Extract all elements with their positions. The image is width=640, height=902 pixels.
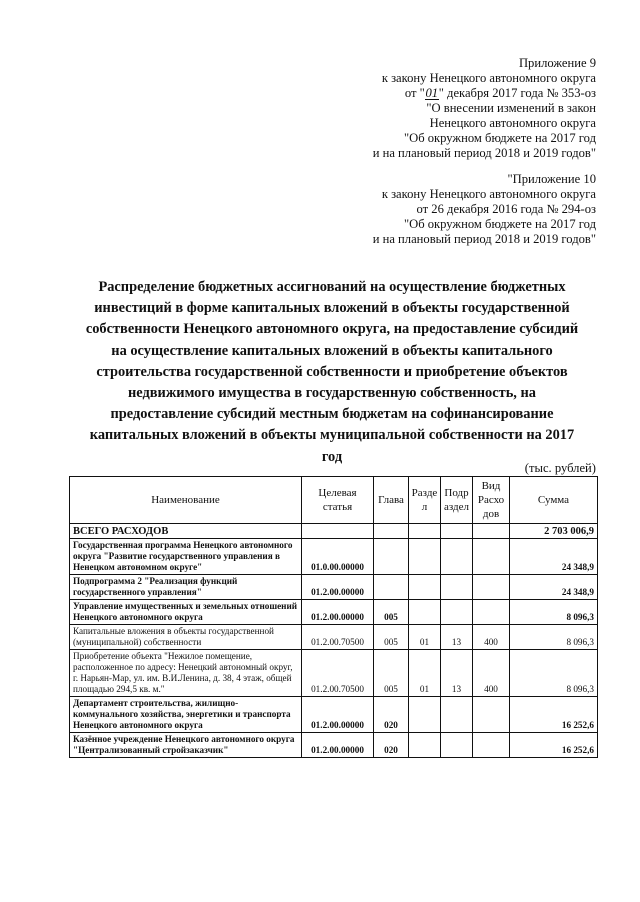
cell-name: Казённое учреждение Ненецкого автономного округа "Централизованный стройзаказчик" [70, 733, 302, 758]
title-line: недвижимого имущества в государственную собственность, на [128, 385, 536, 402]
cell-razdel [409, 539, 441, 575]
cell-podrazdel: 13 [441, 650, 473, 697]
title-line: капитальных вложений в объекты муниципальной собственности на 2017 [89, 427, 575, 444]
date-suffix: " декабря 2017 года № 353-оз [438, 86, 596, 100]
cell-razdel: 01 [409, 625, 441, 650]
cell-razdel [409, 733, 441, 758]
cell-glava: 020 [374, 697, 409, 733]
cell-glava [374, 575, 409, 600]
cell-vid [473, 524, 510, 539]
cell-razdel: 01 [409, 650, 441, 697]
cell-podrazdel [441, 697, 473, 733]
cell-podrazdel [441, 524, 473, 539]
annex-9-date-line [373, 86, 596, 101]
annex-10-line: от 26 декабря 2016 года № 294-оз [416, 202, 596, 216]
cell-sum: 8 096,3 [510, 600, 598, 625]
table-row [70, 697, 598, 733]
header-name: Наименование [70, 477, 302, 524]
header-target: Целевая статья [302, 477, 374, 524]
table-row [70, 733, 598, 758]
annex-9-header [373, 56, 596, 161]
table-row [70, 625, 598, 650]
cell-glava [374, 524, 409, 539]
date-prefix: от " [404, 86, 425, 100]
cell-target: 01.2.00.00000 [302, 575, 374, 600]
cell-vid [473, 600, 510, 625]
cell-vid [473, 575, 510, 600]
cell-sum: 24 348,9 [510, 575, 598, 600]
annex-9-line: "Об окружном бюджете на 2017 год [403, 131, 596, 145]
table-row [70, 539, 598, 575]
cell-vid [473, 539, 510, 575]
annex-10-line: "Приложение 10 [507, 172, 596, 186]
annex-9-line: Ненецкого автономного округа [429, 116, 596, 130]
cell-razdel [409, 575, 441, 600]
header-razdel: Разде л [409, 477, 441, 524]
annex-9-line: Приложение 9 [518, 56, 596, 70]
cell-name: Капитальные вложения в объекты государственной (муниципальной) собственности [70, 625, 302, 650]
cell-sum: 24 348,9 [510, 539, 598, 575]
cell-vid [473, 697, 510, 733]
budget-table [69, 476, 598, 758]
cell-sum: 16 252,6 [510, 697, 598, 733]
cell-name: Департамент строительства, жилищно-коммунального хозяйства, энергетики и транспорта Ненецкого автономного округа [70, 697, 302, 733]
title-line: предоставление субсидий местным бюджетам на софинансирование [110, 406, 554, 423]
cell-target: 01.2.00.00000 [302, 733, 374, 758]
title-line: строительства государственной собственности и приобретение объектов [96, 363, 568, 380]
cell-podrazdel [441, 733, 473, 758]
title-line: на осуществление капитальных вложений в объекты капитального [111, 342, 553, 359]
cell-razdel [409, 600, 441, 625]
cell-name: Управление имущественных и земельных отношений Ненецкого автономного округа [70, 600, 302, 625]
cell-podrazdel [441, 600, 473, 625]
title-line: собственности Ненецкого автономного округа, на предоставление субсидий [85, 321, 579, 338]
table-header-row [70, 477, 598, 524]
cell-glava: 005 [374, 625, 409, 650]
cell-target: 01.2.00.00000 [302, 600, 374, 625]
cell-podrazdel [441, 575, 473, 600]
cell-target: 01.2.00.70500 [302, 625, 374, 650]
table-row-total [70, 524, 598, 539]
cell-name: ВСЕГО РАСХОДОВ [70, 524, 302, 539]
cell-vid: 400 [473, 625, 510, 650]
cell-glava: 020 [374, 733, 409, 758]
handwritten-day: 01 [425, 86, 439, 100]
cell-vid [473, 733, 510, 758]
cell-podrazdel: 13 [441, 625, 473, 650]
cell-razdel [409, 524, 441, 539]
cell-glava [374, 539, 409, 575]
cell-glava: 005 [374, 650, 409, 697]
header-vid: Вид Расхо дов [473, 477, 510, 524]
table-row [70, 575, 598, 600]
annex-9-line: "О внесении изменений в закон [426, 101, 596, 115]
cell-sum: 8 096,3 [510, 625, 598, 650]
annex-10-line: "Об окружном бюджете на 2017 год [403, 217, 596, 231]
cell-sum: 16 252,6 [510, 733, 598, 758]
cell-podrazdel [441, 539, 473, 575]
cell-vid: 400 [473, 650, 510, 697]
title-line: инвестиций в форме капитальных вложений в объекты государственной [94, 300, 570, 317]
header-sum: Сумма [510, 477, 598, 524]
document-title [62, 277, 602, 468]
annex-10-line: к закону Ненецкого автономного округа [381, 187, 596, 201]
header-glava: Глава [374, 477, 409, 524]
cell-name: Подпрограмма 2 "Реализация функций государственного управления" [70, 575, 302, 600]
annex-9-line: и на плановый период 2018 и 2019 годов" [372, 146, 596, 160]
cell-name: Государственная программа Ненецкого автономного округа "Развитие государственного управления в Ненецком автономном округе" [70, 539, 302, 575]
cell-name: Приобретение объекта "Нежилое помещение, расположенное по адресу: Ненецкий автономный округ, г. Нарьян-Мар, ул. им. В.И.Ленина, д. 38, 4 этаж, общей площадью 294,5 кв. м." [70, 650, 302, 697]
cell-target: 01.2.00.00000 [302, 697, 374, 733]
cell-razdel [409, 697, 441, 733]
header-podrazdel: Подр аздел [441, 477, 473, 524]
title-line: Распределение бюджетных ассигнований на осуществление бюджетных [98, 279, 566, 295]
annex-10-line: и на плановый период 2018 и 2019 годов" [372, 232, 596, 246]
unit-label: (тыс. рублей) [524, 461, 596, 475]
title-line: год [321, 448, 343, 465]
cell-target: 01.0.00.00000 [302, 539, 374, 575]
cell-glava: 005 [374, 600, 409, 625]
annex-10-header [373, 172, 596, 247]
cell-target: 01.2.00.70500 [302, 650, 374, 697]
cell-sum: 8 096,3 [510, 650, 598, 697]
table-row [70, 650, 598, 697]
cell-target [302, 524, 374, 539]
annex-9-line: к закону Ненецкого автономного округа [381, 71, 596, 85]
cell-sum: 2 703 006,9 [510, 524, 598, 539]
table-row [70, 600, 598, 625]
